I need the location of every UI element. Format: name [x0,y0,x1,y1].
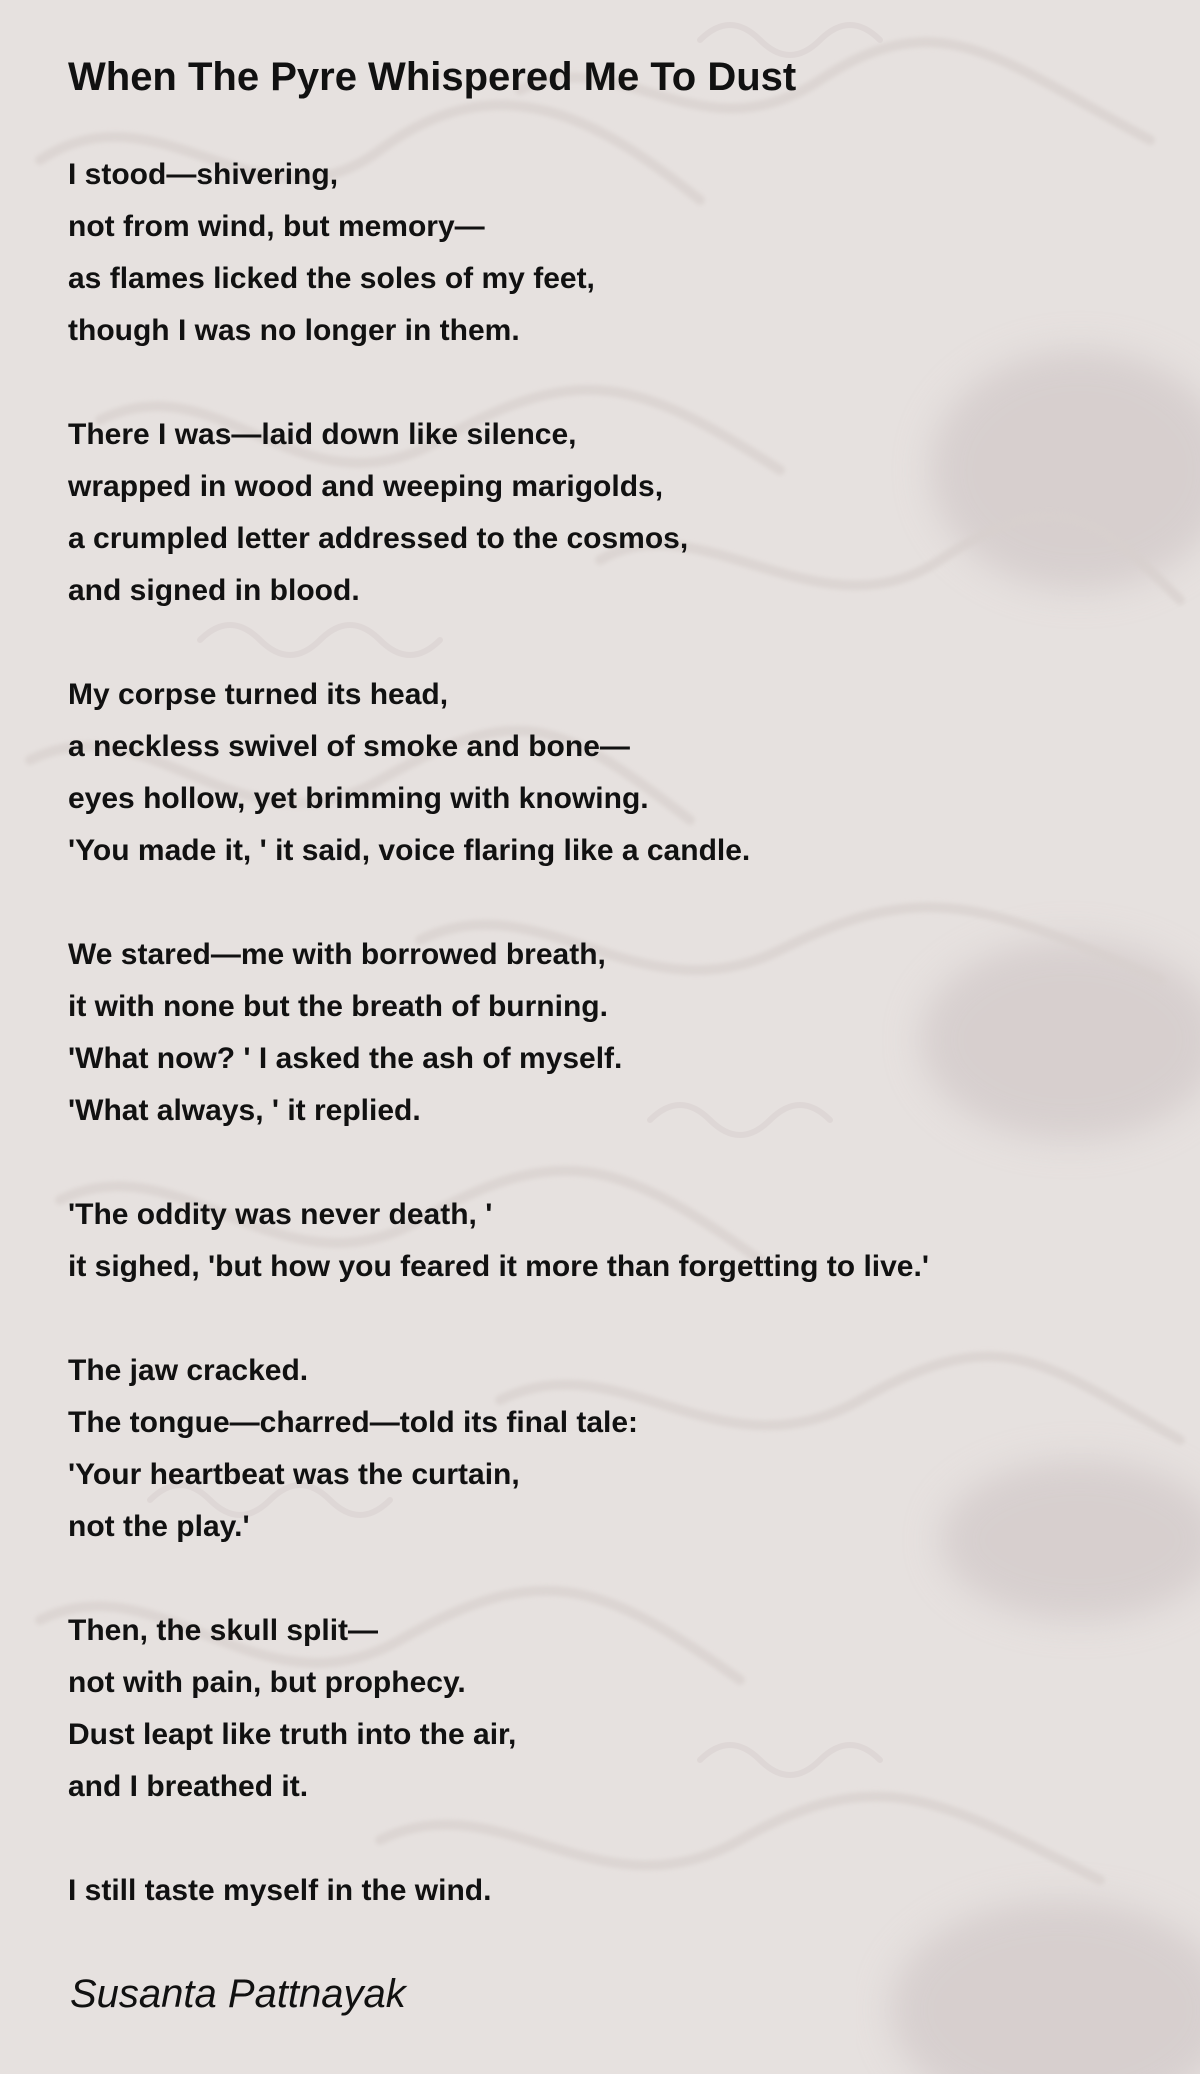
poem-line: and signed in blood. [68,574,360,607]
poem-line: I still taste myself in the wind. [68,1874,492,1907]
stanza-8 [68,1865,1168,1917]
poem-line: and I breathed it. [68,1770,309,1803]
poem-line: as flames licked the soles of my feet, [68,262,595,295]
poem-line: There I was—laid down like silence, [68,418,577,451]
stanza-3 [68,669,1168,877]
poem-line: The tongue—charred—told its final tale: [68,1406,639,1439]
poem-line: The jaw cracked. [68,1354,309,1387]
stanza-4 [68,929,1168,1137]
poem-line: it sighed, 'but how you feared it more than forgetting to live.' [68,1250,929,1283]
poem-line: 'Your heartbeat was the curtain, [68,1458,520,1491]
poem-line: it with none but the breath of burning. [68,990,608,1023]
poem-body [68,149,1168,1969]
poem-line: not with pain, but prophecy. [68,1666,466,1699]
stanza-5 [68,1189,1168,1293]
stanza-7 [68,1605,1168,1813]
poem-line: 'You made it, ' it said, voice flaring like a candle. [68,834,751,867]
poem-line: Then, the skull split— [68,1614,379,1647]
stanza-1 [68,149,1168,357]
poem-line: though I was no longer in them. [68,314,520,347]
poem-line: 'What now? ' I asked the ash of myself. [68,1042,623,1075]
poem-line: a crumpled letter addressed to the cosmos, [68,522,689,555]
poem-line: not from wind, but memory— [68,210,485,243]
poem-line: I stood—shivering, [68,158,339,191]
stanza-2 [68,409,1168,617]
poem-line: wrapped in wood and weeping marigolds, [68,470,664,503]
poem-line: not the play.' [68,1510,250,1543]
poem-line: a neckless swivel of smoke and bone— [68,730,630,763]
poem-title: When The Pyre Whispered Me To Dust [68,55,797,99]
stanza-6 [68,1345,1168,1553]
poem-author: Susanta Pattnayak [70,1972,406,2016]
poem-line: We stared—me with borrowed breath, [68,938,606,971]
poem-line: Dust leapt like truth into the air, [68,1718,517,1751]
poem-line: eyes hollow, yet brimming with knowing. [68,782,649,815]
poem-line: 'What always, ' it replied. [68,1094,421,1127]
poem-line: 'The oddity was never death, ' [68,1198,493,1231]
poem-line: My corpse turned its head, [68,678,449,711]
